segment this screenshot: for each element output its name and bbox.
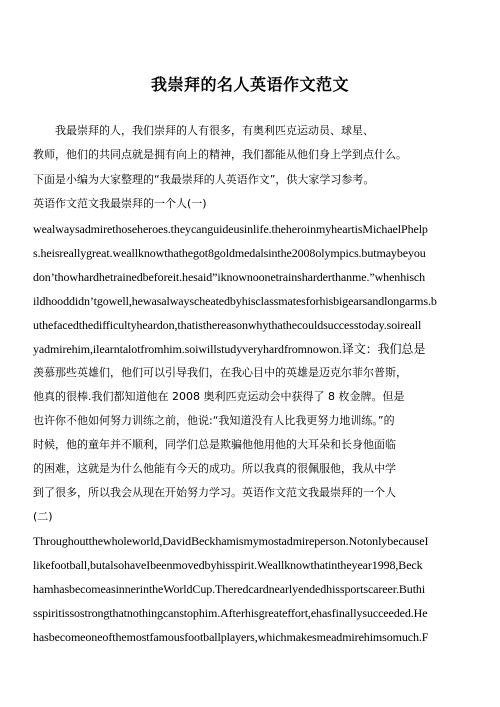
body-line: 教师，他们的共同点就是拥有向上的精神，我们都能从他们身上学到点什么。 xyxy=(33,148,407,161)
body-line: yadmirehim,ilearntalotfromhim.soiwillstudyveryhardfromnowon.译文：我们总是 xyxy=(33,342,426,356)
body-line: Throughoutthewholeworld,DavidBeckhamismymostadmireperson.NotonlybecauseI xyxy=(33,534,429,548)
body-line: 我最崇拜的人，我们崇拜的人有很多，有奥利匹克运动员、球星、 xyxy=(33,124,374,137)
body-line: 下面是小编为大家整理的“我最崇拜的人英语作文”，供大家学习参考。 xyxy=(33,173,375,186)
body-line: hamhasbecomeasinnerintheWorldCup.Theredcardnearlyendedhissportscareer.Buthi xyxy=(33,582,426,596)
body-line: 他真的很棒.我们都知道他在 2008 奥利匹克运动会中获得了 8 枚金牌。但是 xyxy=(33,390,405,403)
body-line: hasbecomeoneofthemostfamousfootballplayers,whichmakesmeadmirehimsomuch.F xyxy=(33,630,429,644)
body-line: sspiritissostrongthatnothingcanstophim.Afterhisgreateffort,ehasfinallysucceeded.He xyxy=(33,606,428,620)
body-line: s.heisreallygreat.weallknowthathegot8goldmedalsinthe2008olympics.butmaybeyou xyxy=(33,246,426,260)
body-line: 时候，他的童年并不顺利，同学们总是欺骗他他用他的大耳朵和长身他面临 xyxy=(33,438,396,451)
body-line: likefootball,butalsohaveIbeenmovedbyhisspirit.Weallknowthatintheyear1998,Beck xyxy=(33,558,423,572)
body-line: uthefacedthedifficultyheardon,thatisthereasonwhythathecouldsuccesstoday.soireall xyxy=(33,318,422,332)
body-line: 也许你不他如何努力训练之前，他说:“我知道没有人比我更努力地训练。”的 xyxy=(33,414,395,427)
body-line: don’thowhardhetrainedbeforeit.hesaid”iknownoonetrainsharderthanme.”whenhisch xyxy=(33,270,426,284)
page-title: 我崇拜的名人英语作文范文 xyxy=(150,75,349,94)
body-line: 的困难，这就是为什么他能有今天的成功。所以我真的很佩服他，我从中学 xyxy=(33,462,396,475)
body-line: 羡慕那些英雄们，他们可以引导我们，在我心目中的英雄是迈克尔菲尔普斯， xyxy=(33,366,407,379)
body-line: 到了很多，所以我会从现在开始努力学习。英语作文范文我最崇拜的一个人 xyxy=(33,486,396,499)
body-line: ildhooddidn’tgowell,hewasalwayscheatedbyhisclassmatesforhisbigearsandlongarms.b xyxy=(33,294,437,308)
body-line: (二) xyxy=(33,510,53,523)
body-line: 英语作文范文我最崇拜的一个人(一) xyxy=(33,197,207,210)
body-line: wealwaysadmirethoseheroes.theycanguideusinlife.theheroinmyheartisMichaelPhelp xyxy=(33,222,428,236)
